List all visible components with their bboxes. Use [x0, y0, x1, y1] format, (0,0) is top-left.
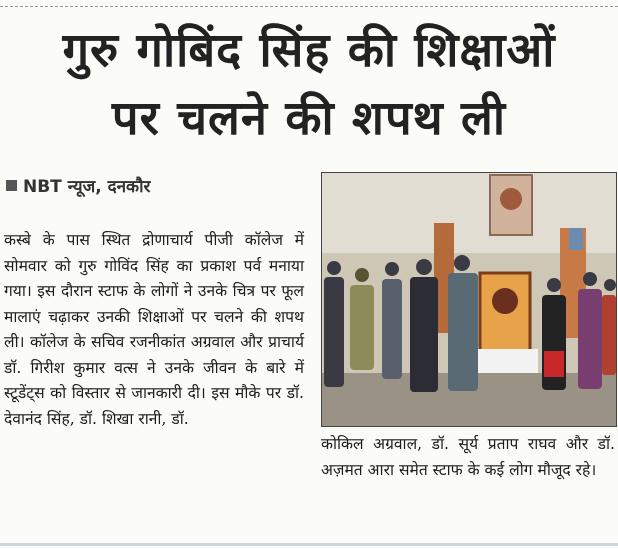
byline-square-icon [6, 180, 17, 191]
byline [6, 174, 150, 197]
headline-line-2: पर चलने की शपथ ली [111, 91, 507, 146]
group-photo-icon [322, 173, 616, 426]
bottom-rule [0, 543, 618, 546]
headline-line-1: गुरु गोबिंद सिंह की शिक्षाओं [62, 23, 556, 78]
top-rule [0, 6, 618, 10]
headline [0, 18, 618, 152]
group-photo [321, 172, 617, 427]
article-column-2: कोकिल अग्रवाल, डॉ. सूर्य प्रताप राघव और डॉ. अज़मत आरा समेत स्टाफ के कई लोग मौजूद रहे। [321, 435, 615, 479]
article-column-1: कस्बे के पास स्थित द्रोणाचार्य पीजी कॉलेज में सोमवार को गुरु गोविंद सिंह का प्रकाश पर्व मनाया गया। इस दौरान स्टाफ के लोगों ने उनके चित्र पर फूल मालाएं चढ़ाकर उनकी शिक्षाओं पर चलने की शपथ ली। कॉलेज के सचिव रजनीकांत अग्रवाल और प्राचार्य डॉ. गिरीश कुमार वत्स ने उनके जीवन के बारे में स्टूडेंट्स को विस्तार से जानकारी दी। इस मौके पर डॉ. देवानंद सिंह, डॉ. शिखा रानी, डॉ. [4, 231, 304, 428]
byline-text: NBT न्यूज, दनकौर [23, 177, 151, 197]
